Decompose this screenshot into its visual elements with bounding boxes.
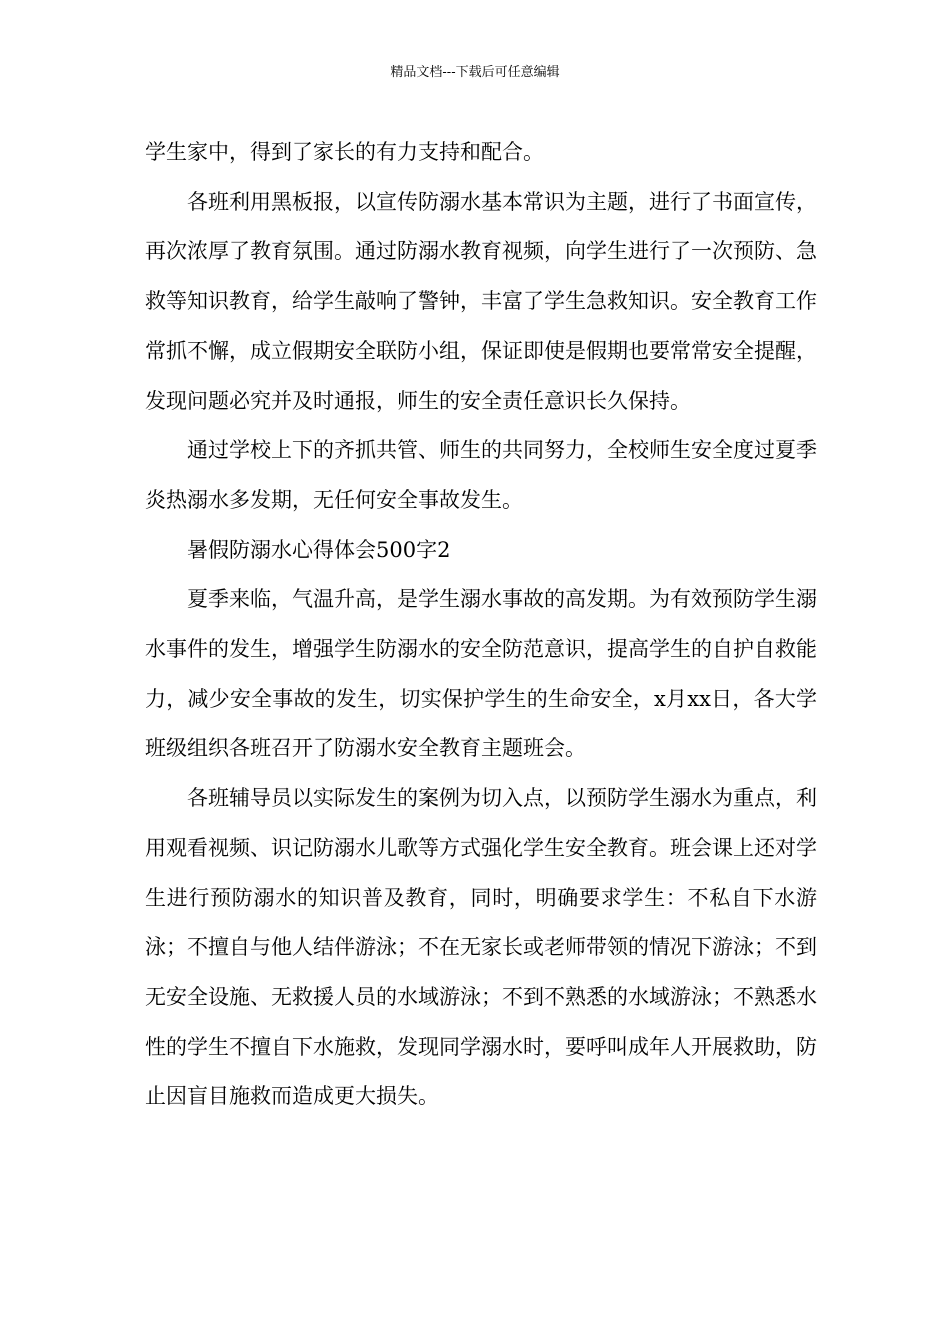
page-header: 精品文档---下载后可任意编辑 — [390, 65, 560, 80]
section-heading: 暑假防溺水心得体会500字2 — [187, 537, 451, 562]
paragraph-blackboard: 各班利用黑板报，以宣传防溺水基本常识为主题，进行了书面宣传，再次浓厚了教育氛围。通过防溺水教育视频，向学生进行了一次预防、急救等知识教育，给学生敲响了警钟，丰富了学生急救知识。安全教育工作常抓不懈，成立假期安全联防小组，保证即使是假期也要常常安全提醒，发现问题必究并及时通报，师生的安全责任意识长久保持。 — [145, 189, 817, 413]
paragraph-continuation: 学生家中，得到了家长的有力支持和配合。 — [145, 140, 544, 164]
paragraph-class-meeting: 各班辅导员以实际发生的案例为切入点，以预防学生溺水为重点，利用观看视频、识记防溺水儿歌等方式强化学生安全教育。班会课上还对学生进行预防溺水的知识普及教育，同时，明确要求学生：不私自下水游泳；不擅自与他人结伴游泳；不在无家长或老师带领的情况下游泳；不到无安全设施、无救援人员的水域游泳；不到不熟悉的水域游泳；不熟悉水性的学生不擅自下水施救，发现同学溺水时，要呼叫成年人开展救助，防止因盲目施救而造成更大损失。 — [145, 786, 817, 1109]
document-body — [145, 128, 817, 1122]
paragraph-summary: 通过学校上下的齐抓共管、师生的共同努力，全校师生安全度过夏季炎热溺水多发期，无任何安全事故发生。 — [145, 438, 817, 512]
paragraph-summer-intro: 夏季来临，气温升高，是学生溺水事故的高发期。为有效预防学生溺水事件的发生，增强学生防溺水的安全防范意识，提高学生的自护自救能力，减少安全事故的发生，切实保护学生的生命安全，x月xx日，各大学班级组织各班召开了防溺水安全教育主题班会。 — [145, 587, 817, 761]
